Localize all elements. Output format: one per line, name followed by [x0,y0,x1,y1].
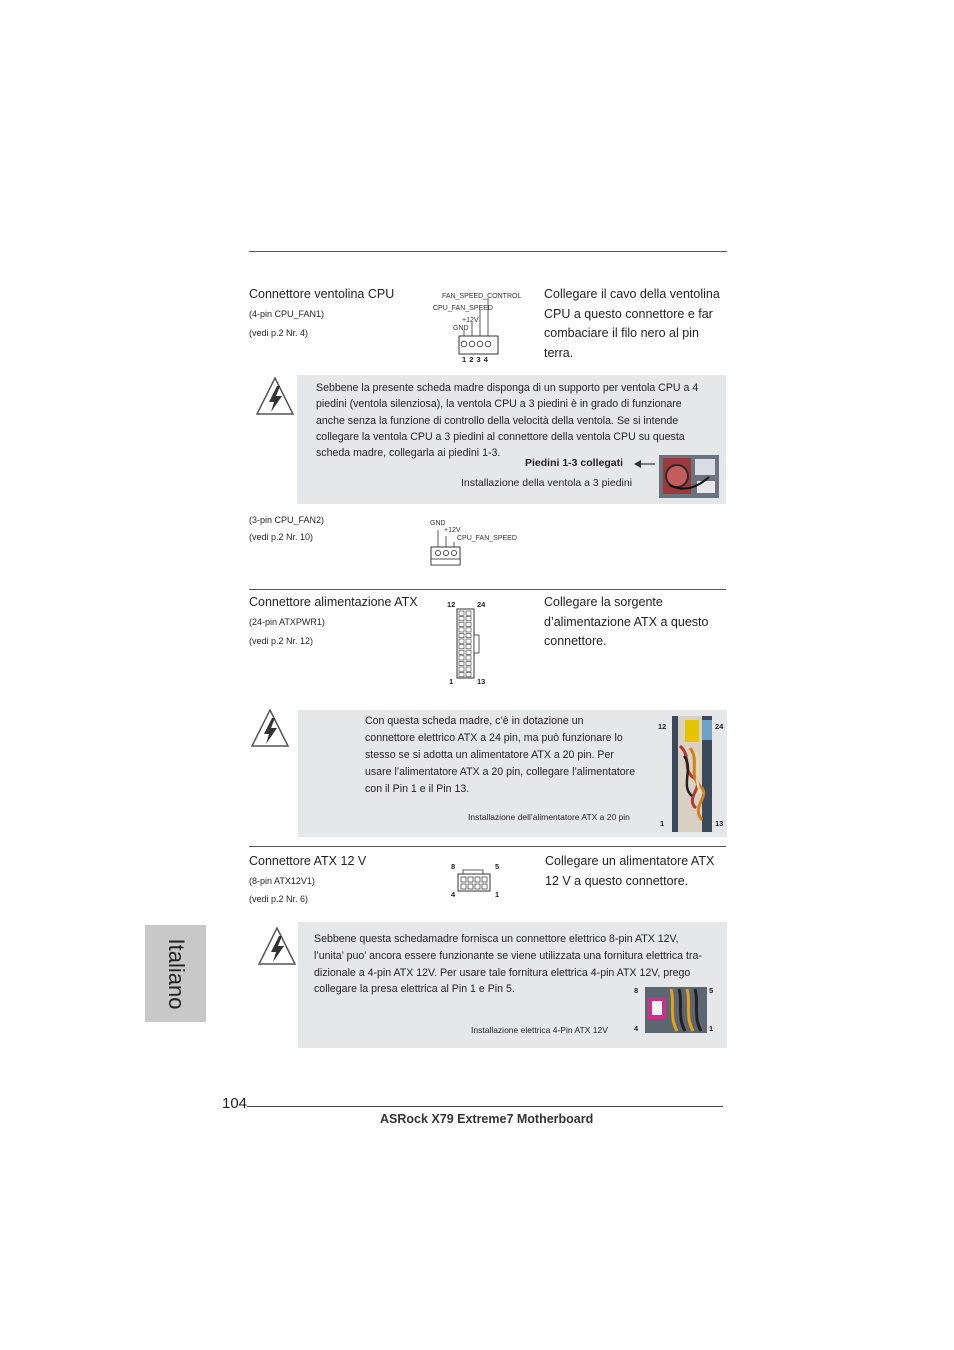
atx12v-ref: (vedi p.2 Nr. 6) [249,894,309,904]
photo-pin-label-24: 24 [715,722,724,731]
cpu-fan-ref: (vedi p.2 Nr. 4) [249,328,309,338]
connector-pin [466,633,471,637]
pin-label-1: 1 [449,677,454,686]
diagram-label-gnd: GND [453,325,469,332]
diagram-label-cpu-fan-speed: CPU_FAN_SPEED [457,535,517,542]
top-rule [249,251,727,252]
instruction-line: Collegare il cavo della ventolina [544,287,720,301]
instruction-line: terra. [544,345,574,360]
connector-pin [466,645,471,649]
connector-pin [466,656,471,660]
warning-icon [255,376,295,416]
connector-pin [466,639,471,643]
footer-product: ASRock X79 Extreme7 Motherboard [380,1112,594,1126]
connector-pin [459,656,464,660]
note-line: piedini (ventola silenziosa), la ventola CPU a 3 piedini è in grado di funzionare [316,398,682,411]
connector-pin [466,667,471,671]
connector-pin [466,650,471,654]
cpu-fan-title: Connettore ventolina CPU [249,287,395,301]
instruction-line: connettore. [544,634,607,648]
connector-pin [459,673,464,677]
diagram-label-12v: +12V [462,317,479,324]
note-line: usare l’alimentatore ATX a 20 pin, collegare l’alimentatore [365,766,636,778]
atx12v-instruction [545,852,735,891]
diagram-label-fan-speed-control: FAN_SPEED_CONTROL [442,293,522,300]
atx12v-subtitle: (8-pin ATX12V1) [249,876,315,886]
pin-label-8: 8 [451,862,456,871]
instruction-line: Collegare la sorgente [544,595,663,609]
section-rule [249,846,726,847]
connector-pin [459,622,464,626]
diagram-pin-numbers: 1 2 3 4 [462,355,488,364]
diagram-label-cpu-fan-speed: CPU_FAN_SPEED [433,305,493,312]
connector-pin [459,639,464,643]
instruction-line: 12 V a questo connettore. [545,873,689,888]
connector-pin [466,628,471,632]
note-line: collegare la presa elettrica al Pin 1 e Pin 5. [314,983,515,996]
fan-install-photo [659,455,719,498]
atx-install-caption: Installazione dell’alimentatore ATX a 20 pin [468,812,630,822]
atx12v-install-caption: Installazione elettrica 4-Pin ATX 12V [471,1025,608,1035]
atx12v-install-photo [645,987,707,1033]
pin-label-12: 12 [447,600,456,609]
atx12v-connector-drawing [457,870,493,894]
atx-power-ref: (vedi p.2 Nr. 12) [249,636,314,646]
warning-icon [250,708,290,748]
connector-pin [459,611,464,615]
connector-pin [459,650,464,654]
atx12v-title: Connettore ATX 12 V [249,854,367,868]
photo-pin-label-4: 4 [634,1024,639,1033]
fan3-connector-drawing [430,528,464,568]
footer-rule [247,1106,723,1107]
cpu-fan-note [316,380,726,461]
connector-pin [459,667,464,671]
instruction-line: combaciare il filo nero al pin [544,326,699,340]
note-line: connettore elettrico ATX a 24 pin, ma può funzionare lo [365,732,623,744]
section-rule [249,589,726,590]
connector-pin [466,617,471,621]
cpu-fan-subtitle: (4-pin CPU_FAN1) [249,309,325,319]
arrow-left-icon [634,459,656,469]
fan4-connector-drawing [455,296,505,358]
atx-power-instruction [544,593,734,652]
connector-pin [459,661,464,665]
cpu-fan2-ref: (vedi p.2 Nr. 10) [249,532,314,542]
note-line: anche senza la funzione di controllo della velocità della ventola. Se si intende [316,414,679,427]
instruction-line: Collegare un alimentatore ATX [545,854,715,868]
atx-install-photo [672,716,712,832]
pin-label-4: 4 [451,890,456,899]
atx-power-subtitle: (24-pin ATXPWR1) [249,617,325,627]
connector-pin [466,673,471,677]
page-number: 104 [222,1095,248,1112]
instruction-line: d’alimentazione ATX a questo [544,614,709,629]
connector-pin [466,611,471,615]
connector-pin [466,622,471,626]
photo-pin-label-1: 1 [660,819,665,828]
note-line: scheda madre, collegarla ai piedini 1-3. [316,447,501,460]
pin-label-1: 1 [495,890,500,899]
note-line: Sebbene la presente scheda madre disponga di un supporto per ventola CPU a 4 [316,382,699,394]
photo-pin-label-8: 8 [634,986,639,995]
atx-power-note [365,713,665,798]
connector-pin [459,645,464,649]
photo-pin-label-13: 13 [715,819,724,828]
note-line: dizionale a 4-pin ATX 12V. Per usare tale fornitura elettrica 4-pin ATX 12V, prego [314,966,691,979]
warning-icon [257,926,297,966]
connector-latch [474,635,479,653]
pin-label-24: 24 [477,600,486,609]
photo-pin-label-12: 12 [658,722,667,731]
note-line: l’unita’ puo’ ancora essere funzionante se viene utilizzata una fornitura elettrica tra- [314,949,702,962]
connector-pin [459,628,464,632]
note-line: con il Pin 1 e il Pin 13. [365,783,470,795]
note-line: collegare la ventola CPU a 3 piedini al connettore della ventola CPU su questa [316,430,685,443]
cpu-fan2-subtitle: (3-pin CPU_FAN2) [249,515,325,525]
language-tab [145,925,206,1022]
language-tab-label: Italiano [163,938,189,1009]
note-line: Con questa scheda madre, c’è in dotazione un [365,715,584,727]
fan-install-caption: Installazione della ventola a 3 piedini [461,477,633,489]
diagram-label-12v: +12V [444,527,461,534]
connector-pin [459,633,464,637]
diagram-label-gnd: GND [430,520,446,527]
atx24-connector-drawing [456,609,486,679]
instruction-line: CPU a questo connettore e far [544,306,713,321]
photo-pin-label-5: 5 [709,986,714,995]
atx-power-title: Connettore alimentazione ATX [249,595,418,609]
pins-connected-label: Piedini 1-3 collegati [525,457,624,469]
photo-pin-label-1: 1 [709,1024,714,1033]
pin-label-13: 13 [477,677,486,686]
connector-pin [466,661,471,665]
cpu-fan-instruction [544,285,734,363]
pin-label-5: 5 [495,862,500,871]
note-line: stesso se si adotta un alimentatore ATX a 20 pin. Per [365,749,614,761]
connector-pin [459,617,464,621]
note-line: Sebbene questa schedamadre fornisca un connettore elettrico 8-pin ATX 12V, [314,933,679,945]
